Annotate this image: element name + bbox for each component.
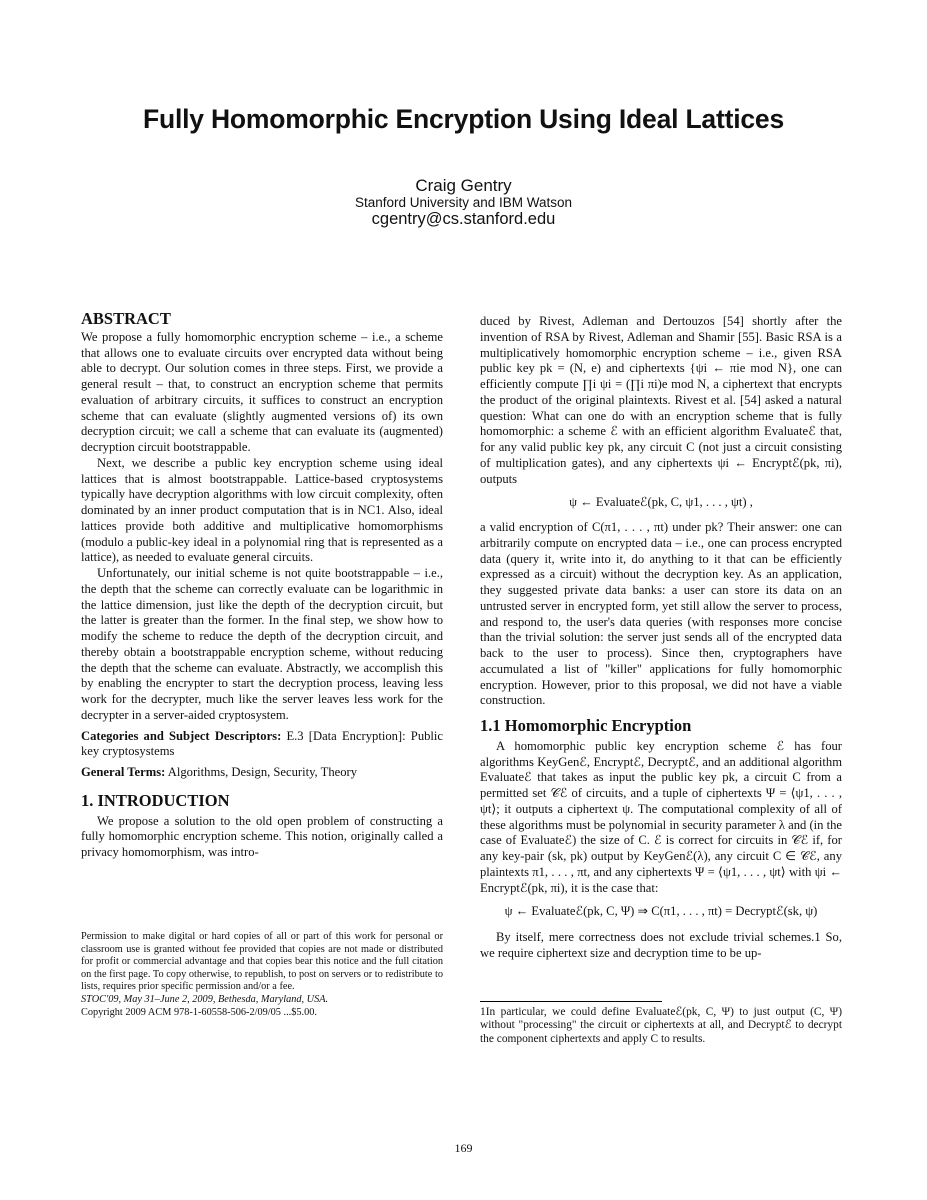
abstract-paragraph-3: Unfortunately, our initial scheme is not quite bootstrappable – i.e., the depth that the scheme can correctly evaluate can be logarithmic in the lattice dimension, just like the depth of the decryption circuit, but the latter is greater than the former. In the final step, we show how to modify the scheme to reduce the depth of the decryption circuit, and thereby obtain a bootstrappable encryption scheme, without reducing the depth that the scheme can evaluate. Abstractly, we accomplish this by enabling the encrypter to start the decryption process, leaving less work for the decrypter, much like the server leaves less work for the decrypter in a server-aided cryptosystem. bbox=[81, 566, 443, 722]
introduction-paragraph-1: We propose a solution to the old open problem of constructing a fully homomorphic encryption scheme. This notion, originally called a privacy homomorphism, was intro- bbox=[81, 813, 443, 859]
general-terms-line bbox=[81, 765, 443, 781]
abstract-heading: ABSTRACT bbox=[81, 309, 171, 328]
general-terms-label: General Terms: bbox=[81, 765, 166, 779]
footnote: 1In particular, we could define Evaluateℰ(pk, C, Ψ) to just output (C, Ψ) without "processing" the circuit or ciphertexts at all, and Decryptℰ to decrypt the component ciphertexts and apply C to results. bbox=[480, 1006, 842, 1045]
venue-line: STOC'09, May 31–June 2, 2009, Bethesda, Maryland, USA. bbox=[81, 993, 329, 1005]
section-heading-homomorphic-encryption: 1.1 Homomorphic Encryption bbox=[480, 716, 692, 735]
copyright-line: Copyright 2009 ACM 978-1-60558-506-2/09/05 ...$5.00. bbox=[81, 1006, 317, 1018]
right-paragraph-3: A homomorphic public key encryption scheme ℰ has four algorithms KeyGenℰ, Encryptℰ, Decryptℰ, and an additional algorithm Evaluateℰ that takes as input the public key pk, a circuit C from a permitted set 𝒞ℰ of circuits, and a tuple of ciphertexts Ψ = ⟨ψ1, . . . , ψt⟩; it outputs a ciphertext ψ. The computational complexity of all of these algorithms must be polynomial in security parameter λ and (in the case of Evaluateℰ) the size of C. ℰ is correct for circuits in 𝒞ℰ if, for any key-pair (sk, pk) output by KeyGenℰ(λ), any circuit C ∈ 𝒞ℰ, any plaintexts π1, . . . , πt, and any ciphertexts Ψ = ⟨ψ1, . . . , ψt⟩ with ψi ← Encryptℰ(pk, πi), it is the case that: bbox=[480, 738, 842, 895]
permission-notice bbox=[81, 931, 443, 1019]
categories-line bbox=[81, 729, 443, 761]
abstract-paragraph-1: We propose a fully homomorphic encryption scheme – i.e., a scheme that allows one to evaluate circuits over encrypted data without being able to decrypt. Our solution comes in three steps. First, we provide a general result – that, to construct an encryption scheme that permits evaluation of arbitrary circuits, it suffices to construct an encryption scheme that can evaluate (slightly augmented versions of) its own decryption circuit; we call a scheme that can evaluate its (augmented) decryption circuit bootstrappable. bbox=[81, 329, 443, 454]
author-email: cgentry@cs.stanford.edu bbox=[371, 210, 556, 228]
right-paragraph-4: By itself, mere correctness does not exclude trivial schemes.1 So, we require ciphertext size and decryption time to be up- bbox=[480, 930, 842, 960]
categories-label: Categories and Subject Descriptors: bbox=[81, 728, 282, 743]
author-name: Craig Gentry bbox=[415, 176, 512, 195]
general-terms-text: Algorithms, Design, Security, Theory bbox=[167, 765, 357, 779]
author-affiliation: Stanford University and IBM Watson bbox=[354, 195, 573, 210]
equation-correctness: ψ ← Evaluateℰ(pk, C, Ψ) ⇒ C(π1, . . . , πt) = Decryptℰ(sk, ψ) bbox=[504, 904, 818, 919]
right-column bbox=[480, 314, 842, 962]
footnote-rule bbox=[480, 1001, 662, 1002]
abstract-paragraph-2: Next, we describe a public key encryption scheme using ideal lattices that is almost bootstrappable. Lattice-based cryptosystems typically have decryption algorithms with low circuit complexity, often dominated by an inner product computation that is in NC1. Also, ideal lattices provide both additive and multiplicative homomorphisms (modulo a public-key ideal in a polynomial ring that is represented as a lattice), as needed to evaluate general circuits. bbox=[81, 455, 443, 565]
right-paragraph-2: a valid encryption of C(π1, . . . , πt) under pk? Their answer: one can arbitrarily compute on encrypted data – i.e., one can process encrypted data (query it, write into it, do anything to it that can be efficiently expressed as a circuit) without the decryption key. As an application, they suggested private data banks: a user can store its data on an untrusted server in encrypted form, yet still allow the server to process, and respond to, the user's data queries (with responses more concise than the trivial solution: the server just sends all of the encrypted data back to the user to process). Since then, cryptographers have accumulated a list of "killer" applications for fully homomorphic encryption. However, prior to this proposal, we did not have a viable construction. bbox=[480, 520, 842, 708]
introduction-heading: 1. INTRODUCTION bbox=[81, 790, 230, 810]
permission-text: Permission to make digital or hard copies of all or part of this work for personal or classroom use is granted without fee provided that copies are not made or distributed for profit or commercial advantage and that copies bear this notice and the full citation on the first page. To copy otherwise, to republish, to post on servers or to redistribute to lists, requires prior specific permission and/or a fee. bbox=[81, 931, 443, 993]
page-number: 169 bbox=[454, 1141, 473, 1155]
categories-text: E.3 [Data Encryption]: Public key cryptosystems bbox=[81, 728, 443, 759]
left-column bbox=[81, 311, 443, 861]
equation-evaluate: ψ ← Evaluateℰ(pk, C, ψ1, . . . , ψt) , bbox=[569, 495, 753, 510]
paper-title: Fully Homomorphic Encryption Using Ideal Lattices bbox=[142, 104, 785, 134]
right-paragraph-1: duced by Rivest, Adleman and Dertouzos [54] shortly after the invention of RSA by Rivest, Adleman and Shamir [55]. Basic RSA is a multiplicatively homomorphic encryption scheme – i.e., given RSA public key pk = (N, e) and ciphertexts {ψi ← πie mod N}, one can efficiently compute ∏i ψi = (∏i πi)e mod N, a ciphertext that encrypts the product of the original plaintexts. Rivest et al. [54] asked a natural question: What can one do with an encryption scheme that is fully homomorphic: a scheme ℰ with an efficient algorithm Evaluateℰ that, for any valid public key pk, any circuit C (not just a circuit consisting of multiplication gates), and any ciphertexts ψi ← Encryptℰ(pk, πi), outputs bbox=[480, 314, 842, 486]
